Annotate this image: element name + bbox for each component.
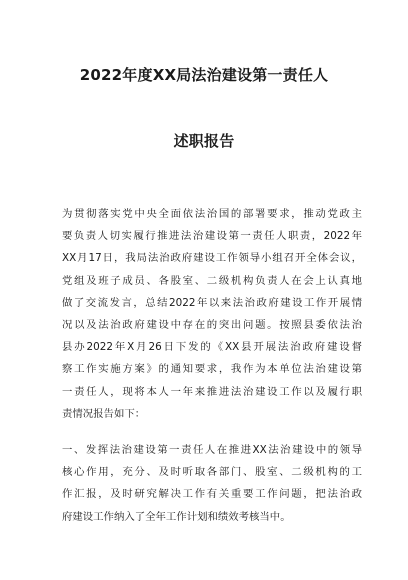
- paragraph-line: 为贯彻落实党中央全面依法治国的部署要求，推动党政主: [62, 208, 362, 220]
- paragraph-line: 况以及法治政府建设中存在的突出问题。按照县委依法治: [62, 318, 362, 331]
- paragraph-section-one: [62, 439, 362, 528]
- paragraph-line: 一、发挥法治建设第一责任人在推进XX法治建设中的领导: [62, 444, 362, 456]
- paragraph-line: 要负责人切实履行推进法治建设第一责任人职责，2022年: [62, 230, 362, 243]
- paragraph-line: XX月17日，我局法治政府建设工作领导小组召开全体会议，: [62, 252, 362, 265]
- document-title: 2022年度XX局法治建设第一责任人: [79, 66, 329, 84]
- paragraph-line: 党组及班子成员、各股室、二级机构负责人在会上认真地: [62, 274, 362, 287]
- paragraph-line: 核心作用，充分、及时听取各部门、股室、二级机构的工: [62, 466, 362, 479]
- paragraph-line: 作汇报，及时研究解决工作有关重要工作问题，把法治政: [62, 488, 362, 501]
- paragraph-line: 责情况报告如下：: [62, 407, 146, 420]
- paragraph-line: 察工作实施方案》的通知要求，我作为本单位法治建设第: [62, 363, 362, 376]
- paragraph-line: 县办2022年X月26日下发的《XX县开展法治政府建设督: [62, 341, 362, 354]
- paragraph-line: 府建设工作纳入了全年工作计划和绩效考核当中。: [62, 510, 291, 523]
- paragraph-intro: [62, 203, 362, 425]
- paragraph-line: 做了交流发言，总结2022年以来法治政府建设工作开展情: [62, 296, 362, 309]
- paragraph-line: 一责任人，现将本人一年来推进法治建设工作以及履行职: [62, 385, 362, 398]
- document-subtitle: 述职报告: [173, 132, 235, 150]
